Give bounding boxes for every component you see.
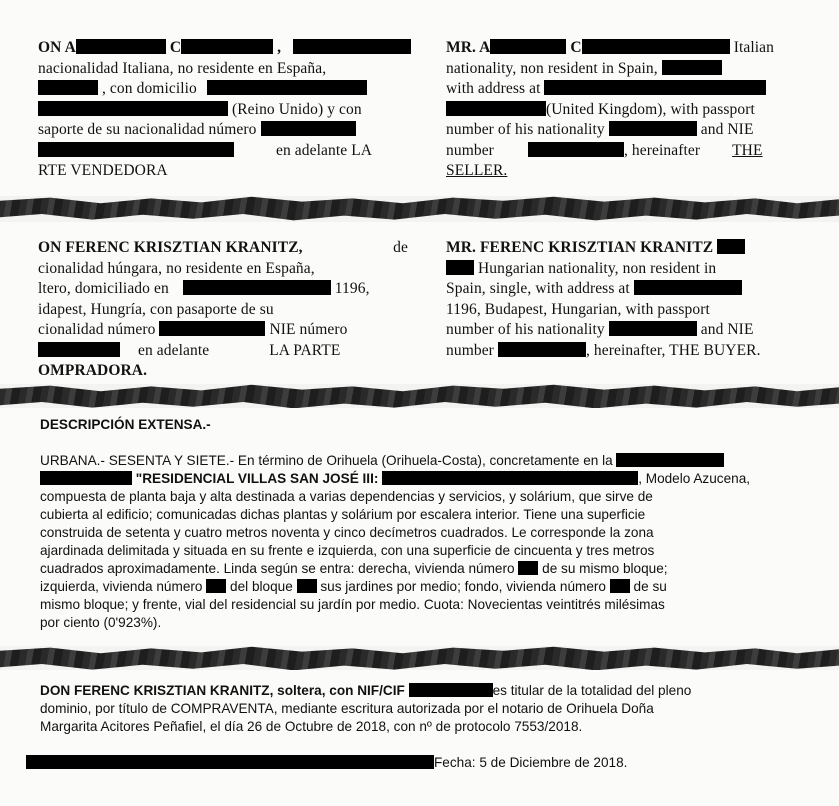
redaction [40, 471, 132, 485]
seller-en-line-1 [446, 38, 798, 59]
text: , Modelo Azucena, [638, 471, 751, 486]
torn-edge-3 [0, 646, 839, 672]
text: C [570, 39, 582, 56]
buyer-es-line-3 [38, 279, 408, 300]
redaction [544, 80, 766, 95]
redaction [76, 39, 166, 54]
redaction [382, 471, 638, 485]
text: and NIE [700, 321, 754, 338]
seller-spanish-column [38, 38, 408, 182]
text: Italian [733, 39, 774, 56]
seller-es-line-1 [38, 38, 408, 59]
redaction [609, 121, 697, 136]
seller-es-line-4 [38, 100, 408, 121]
text: , hereinafter, THE BUYER. [585, 341, 761, 359]
redaction [409, 683, 493, 697]
buyer-es-line-4 [38, 300, 408, 321]
text: ON FERENC KRISZTIAN KRANITZ, [38, 239, 303, 256]
text: (United Kingdom), with passport [546, 100, 755, 118]
torn-edge-2 [0, 384, 839, 410]
redaction [181, 39, 273, 54]
ownership-line-3 [40, 718, 810, 736]
buyer-es-line-6 [38, 341, 408, 362]
text: nationality, non resident in Spain, [446, 59, 658, 77]
text: , [277, 39, 282, 56]
text: en adelante LA [275, 141, 373, 159]
description-line-8 [40, 578, 810, 596]
redaction [498, 342, 586, 357]
description-line-3 [40, 488, 810, 506]
text: en adelante [137, 341, 210, 359]
text: and NIE [700, 121, 754, 138]
text: compuesta de planta baja y alta destinada a varias dependencias y servicios, y solárium, que sirve de [40, 489, 653, 504]
seller-en-line-5 [446, 120, 798, 141]
buyer-es-line-5 [38, 320, 408, 341]
ownership-strip [0, 670, 839, 806]
description-line-4 [40, 506, 810, 524]
buyer-es-line-7 [38, 361, 408, 382]
redaction [297, 579, 317, 593]
description-line-5 [40, 524, 810, 542]
text: RTE VENDEDORA [38, 162, 168, 179]
redaction [609, 321, 697, 336]
seller-en-line-4 [446, 100, 798, 121]
description-line-7 [40, 560, 810, 578]
description-line-10 [40, 614, 810, 632]
redaction [610, 579, 630, 593]
redaction [490, 39, 566, 54]
redaction [183, 280, 331, 295]
description-heading: DESCRIPCIÓN EXTENSA.- [40, 417, 211, 432]
buyer-en-line-3 [446, 279, 798, 300]
date-line [26, 754, 796, 772]
text: number [446, 141, 494, 159]
text: "RESIDENCIAL VILLAS SAN JOSÉ III: [135, 471, 379, 486]
ownership-body [40, 682, 810, 736]
redaction [38, 80, 98, 95]
text: sus jardines por medio; fondo, vivienda número [320, 579, 606, 594]
text: ON A [38, 39, 76, 56]
text: de su mismo bloque; [542, 561, 668, 576]
redaction [662, 60, 722, 75]
text: dominio, por título de COMPRAVENTA, mediante escritura autorizada por el notario de Orihuela Doña [40, 701, 654, 716]
text: cubierta al edificio; comunicadas dichas plantas y solárium por escalera interior. Tiene una superficie [40, 507, 646, 522]
text: LA PARTE [269, 341, 341, 359]
redaction [616, 453, 724, 467]
seller-en-line-6 [446, 141, 798, 162]
text: with address at [446, 80, 541, 97]
seller-es-line-7 [38, 161, 408, 182]
buyer-spanish-column [38, 238, 408, 382]
text: THE [732, 141, 763, 159]
seller-es-line-3 [38, 79, 408, 100]
buyer-es-line-1 [38, 238, 408, 259]
text: cionalidad húngara, no residente en España, [38, 259, 315, 277]
text: cionalidad número [38, 321, 156, 338]
text: del bloque [230, 579, 293, 594]
text: DON FERENC KRISZTIAN KRANITZ, soltera, con NIF/CIF [40, 683, 405, 698]
seller-english-column [446, 38, 798, 182]
torn-edge-1 [0, 196, 839, 222]
buyer-en-line-6 [446, 341, 798, 362]
text: OMPRADORA. [38, 362, 148, 379]
redaction [293, 39, 411, 54]
seller-en-line-3 [446, 79, 798, 100]
seller-es-line-5 [38, 120, 408, 141]
buyer-en-line-4 [446, 300, 798, 321]
seller-en-line-2 [446, 59, 798, 80]
text: 1196, Budapest, Hungarian, with passport [446, 300, 710, 318]
redaction [717, 239, 745, 254]
redaction [582, 39, 730, 54]
text: ltero, domiciliado en [38, 280, 169, 297]
text: nacionalidad Italiana, no residente en España, [38, 59, 327, 77]
ownership-line-1 [40, 682, 810, 700]
text: 1196, [334, 280, 370, 297]
description-body [40, 452, 810, 632]
redaction [446, 260, 474, 275]
buyer-en-line-5 [446, 320, 798, 341]
description-line-9 [40, 596, 810, 614]
text: Fecha: 5 de Diciembre de 2018. [434, 755, 628, 770]
redaction [206, 579, 226, 593]
seller-es-line-6 [38, 141, 408, 162]
text: por ciento (0'923%). [40, 615, 162, 630]
redaction [26, 755, 434, 769]
buyer-es-line-2 [38, 259, 408, 280]
seller-strip [0, 0, 839, 198]
text: de [393, 239, 408, 256]
redaction [38, 142, 234, 157]
text: de su [633, 579, 667, 594]
text: es titular de la totalidad del pleno [492, 683, 692, 698]
text: construida de setenta y cuatro metros noventa y cinco decímetros cuadrados. Le corresponde la zona [40, 525, 654, 540]
text: SELLER. [446, 162, 508, 179]
description-line-6 [40, 542, 810, 560]
redaction [634, 280, 742, 295]
text: mismo bloque; y frente, vial del residencial su jardín por medio. Cuota: Novecientas veintitrés milésimas [40, 597, 665, 612]
redaction [446, 101, 546, 116]
text: izquierda, vivienda número [40, 579, 203, 594]
text: C [169, 39, 182, 56]
description-strip [0, 408, 839, 648]
seller-es-line-2 [38, 59, 408, 80]
text: , con domicilio [101, 80, 197, 97]
redaction [518, 561, 538, 575]
buyer-strip [0, 222, 839, 390]
text: idapest, Hungría, con pasaporte de su [38, 300, 274, 318]
redaction [159, 321, 265, 336]
redaction [261, 121, 356, 136]
text: , hereinafter [623, 141, 701, 159]
text: saporte de su nacionalidad número [38, 121, 257, 138]
redaction [38, 342, 120, 357]
text: cuadrados aproximadamente. Linda según se entra: derecha, vivienda número [40, 561, 515, 576]
description-line-2 [40, 470, 810, 488]
text: number of his nationality [446, 121, 605, 138]
date-row [26, 754, 796, 772]
redaction [207, 80, 367, 95]
text: (Reino Unido) y con [231, 100, 362, 118]
redaction [38, 101, 228, 116]
text: number of his nationality [446, 321, 605, 338]
text: MR. FERENC KRISZTIAN KRANITZ [446, 239, 714, 256]
buyer-en-line-2 [446, 259, 798, 280]
seller-en-line-7 [446, 161, 798, 182]
buyer-en-line-1 [446, 238, 798, 259]
text: Hungarian nationality, non resident in [477, 259, 717, 277]
buyer-english-column [446, 238, 798, 361]
text: URBANA.- SESENTA Y SIETE.- En término de Orihuela (Orihuela-Costa), concretamente en la [40, 453, 613, 468]
text: NIE número [269, 321, 348, 338]
ownership-line-2 [40, 700, 810, 718]
text: ajardinada delimitada y situada en su frente e izquierda, con una superficie de cincuenta y tres metros [40, 543, 655, 558]
text: Margarita Acitores Peñafiel, el día 26 de Octubre de 2018, con nº de protocolo 7553/2018. [40, 719, 583, 734]
text: MR. A [446, 39, 491, 56]
description-line-1 [40, 452, 810, 470]
text: number [446, 341, 494, 359]
redaction [528, 142, 624, 157]
text: Spain, single, with address at [446, 280, 630, 297]
